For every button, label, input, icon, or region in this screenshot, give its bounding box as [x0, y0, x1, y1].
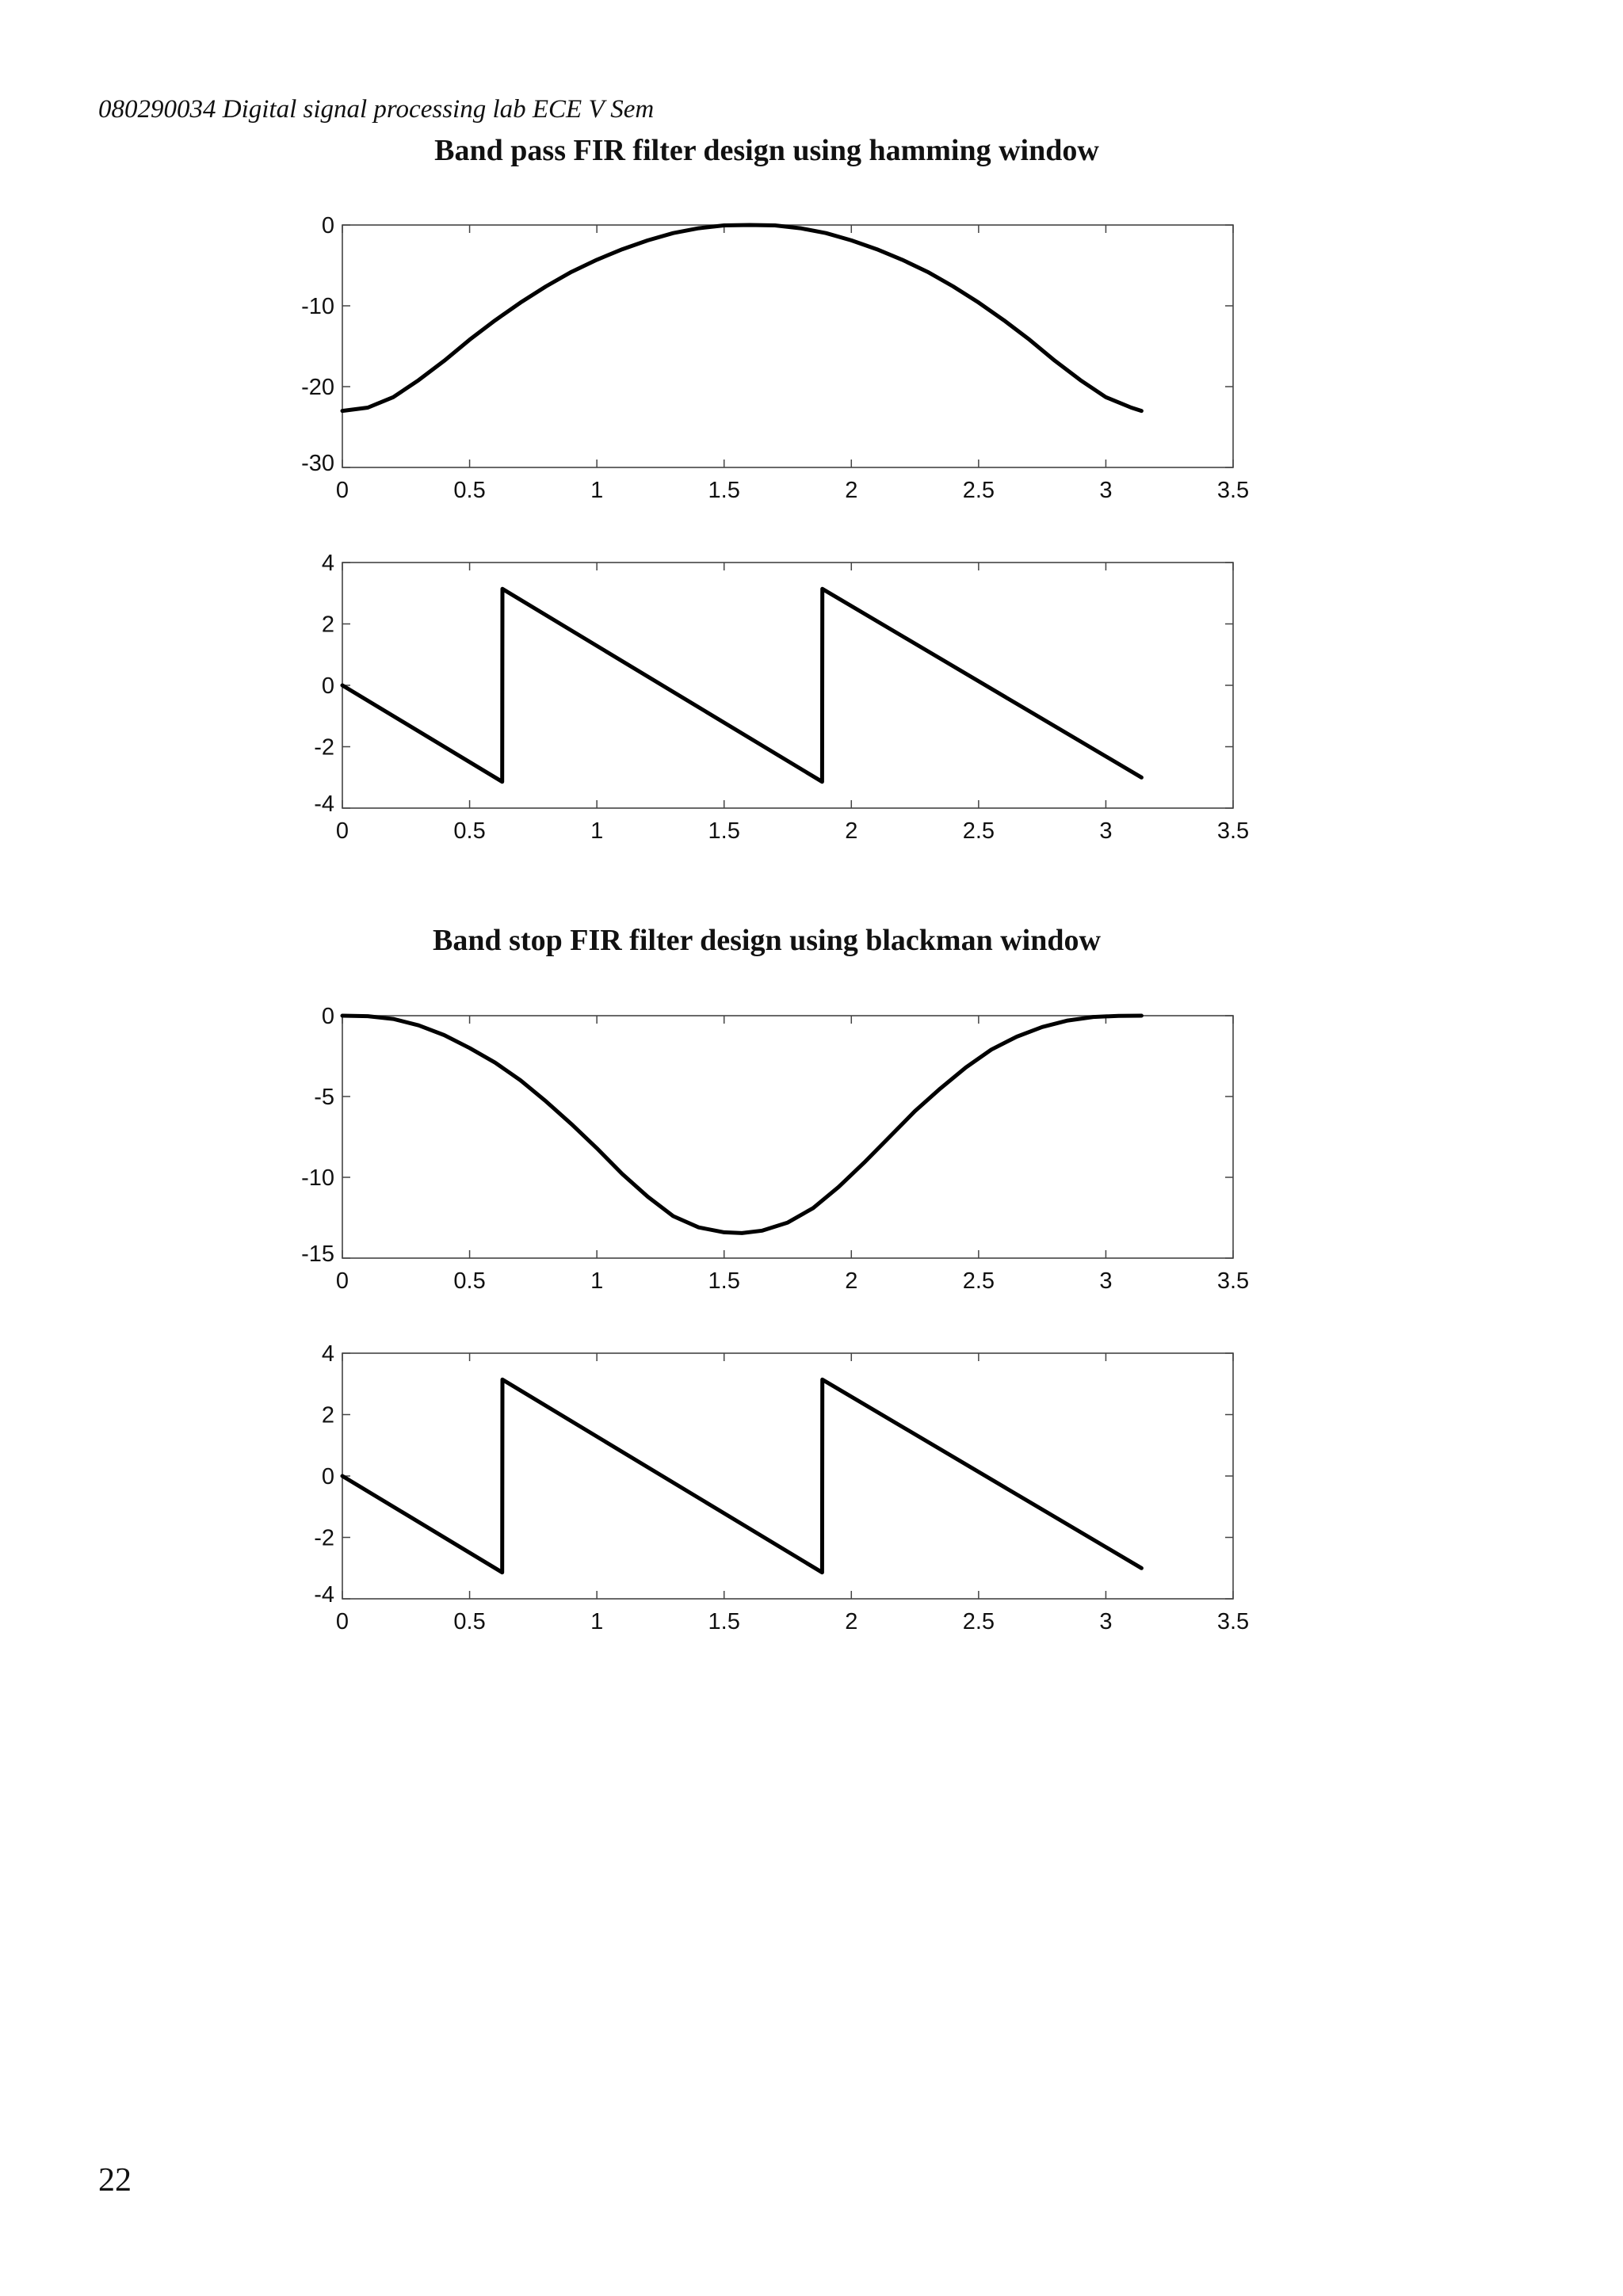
y-tick-label: 0 — [321, 1004, 334, 1029]
y-tick-label: -10 — [301, 1165, 334, 1191]
axes-frame — [342, 563, 1233, 808]
x-tick-label: 2.5 — [962, 818, 995, 844]
y-tick-label: 0 — [321, 213, 334, 238]
x-tick-label: 1.5 — [708, 818, 740, 844]
x-tick-label: 3 — [1099, 1268, 1113, 1294]
y-tick-label: 2 — [321, 1402, 334, 1428]
x-tick-label: 2 — [845, 1268, 858, 1294]
x-tick-label: 0.5 — [453, 1609, 486, 1634]
y-tick-label: 0 — [321, 673, 334, 699]
series-line — [342, 1379, 1141, 1572]
y-tick-label: -20 — [301, 375, 334, 400]
x-tick-label: 0 — [335, 818, 349, 844]
bandstop-magnitude-plot — [301, 1004, 1249, 1294]
x-tick-label: 1 — [590, 1268, 604, 1294]
section-title-band-pass: Band pass FIR filter design using hamming window — [434, 134, 1099, 167]
series-line — [342, 225, 1141, 411]
x-tick-label: 1.5 — [708, 1609, 740, 1634]
x-tick-label: 0 — [335, 1609, 349, 1634]
x-tick-label: 2.5 — [962, 1609, 995, 1634]
axes-frame — [342, 225, 1233, 467]
axes-frame — [342, 1353, 1233, 1599]
x-tick-label: 0.5 — [453, 478, 486, 503]
x-tick-label: 2.5 — [962, 1268, 995, 1294]
x-tick-label: 2 — [845, 1609, 858, 1634]
bandpass-magnitude-plot — [301, 213, 1249, 503]
y-tick-label: -10 — [301, 294, 334, 319]
x-tick-label: 3.5 — [1216, 478, 1250, 503]
x-tick-label: 2 — [845, 818, 858, 844]
x-tick-label: 0.5 — [453, 1268, 486, 1294]
bandpass-phase-plot — [314, 551, 1249, 844]
y-tick-label: 0 — [321, 1464, 334, 1489]
x-tick-label: 1.5 — [708, 478, 740, 503]
x-tick-label: 1.5 — [708, 1268, 740, 1294]
x-tick-label: 3 — [1099, 478, 1113, 503]
y-tick-label: 4 — [321, 551, 334, 576]
y-tick-label: -15 — [301, 1241, 334, 1267]
y-tick-label: -4 — [314, 791, 334, 817]
section-title-band-stop: Band stop FIR filter design using blackman window — [433, 924, 1101, 957]
x-tick-label: 3 — [1099, 818, 1113, 844]
series-line — [342, 589, 1141, 781]
x-tick-label: 1 — [590, 478, 604, 503]
x-tick-label: 2 — [845, 478, 858, 503]
page-header: 080290034 Digital signal processing lab ECE V Sem — [98, 95, 655, 124]
y-tick-label: 2 — [321, 612, 334, 638]
y-tick-label: -4 — [314, 1582, 334, 1608]
y-tick-label: -30 — [301, 451, 334, 476]
x-tick-label: 0.5 — [453, 818, 486, 844]
x-tick-label: 3.5 — [1216, 818, 1250, 844]
page-number: 22 — [98, 2162, 132, 2199]
x-tick-label: 1 — [590, 818, 604, 844]
x-tick-label: 3 — [1099, 1609, 1113, 1634]
y-tick-label: 4 — [321, 1341, 334, 1367]
x-tick-label: 0 — [335, 478, 349, 503]
series-line — [342, 1016, 1141, 1233]
y-tick-label: -5 — [314, 1085, 334, 1110]
x-tick-label: 2.5 — [962, 478, 995, 503]
x-tick-label: 3.5 — [1216, 1268, 1250, 1294]
bandstop-phase-plot — [314, 1341, 1249, 1634]
x-tick-label: 1 — [590, 1609, 604, 1634]
y-tick-label: -2 — [314, 734, 334, 761]
x-tick-label: 3.5 — [1216, 1609, 1250, 1634]
y-tick-label: -2 — [314, 1525, 334, 1551]
x-tick-label: 0 — [335, 1268, 349, 1294]
